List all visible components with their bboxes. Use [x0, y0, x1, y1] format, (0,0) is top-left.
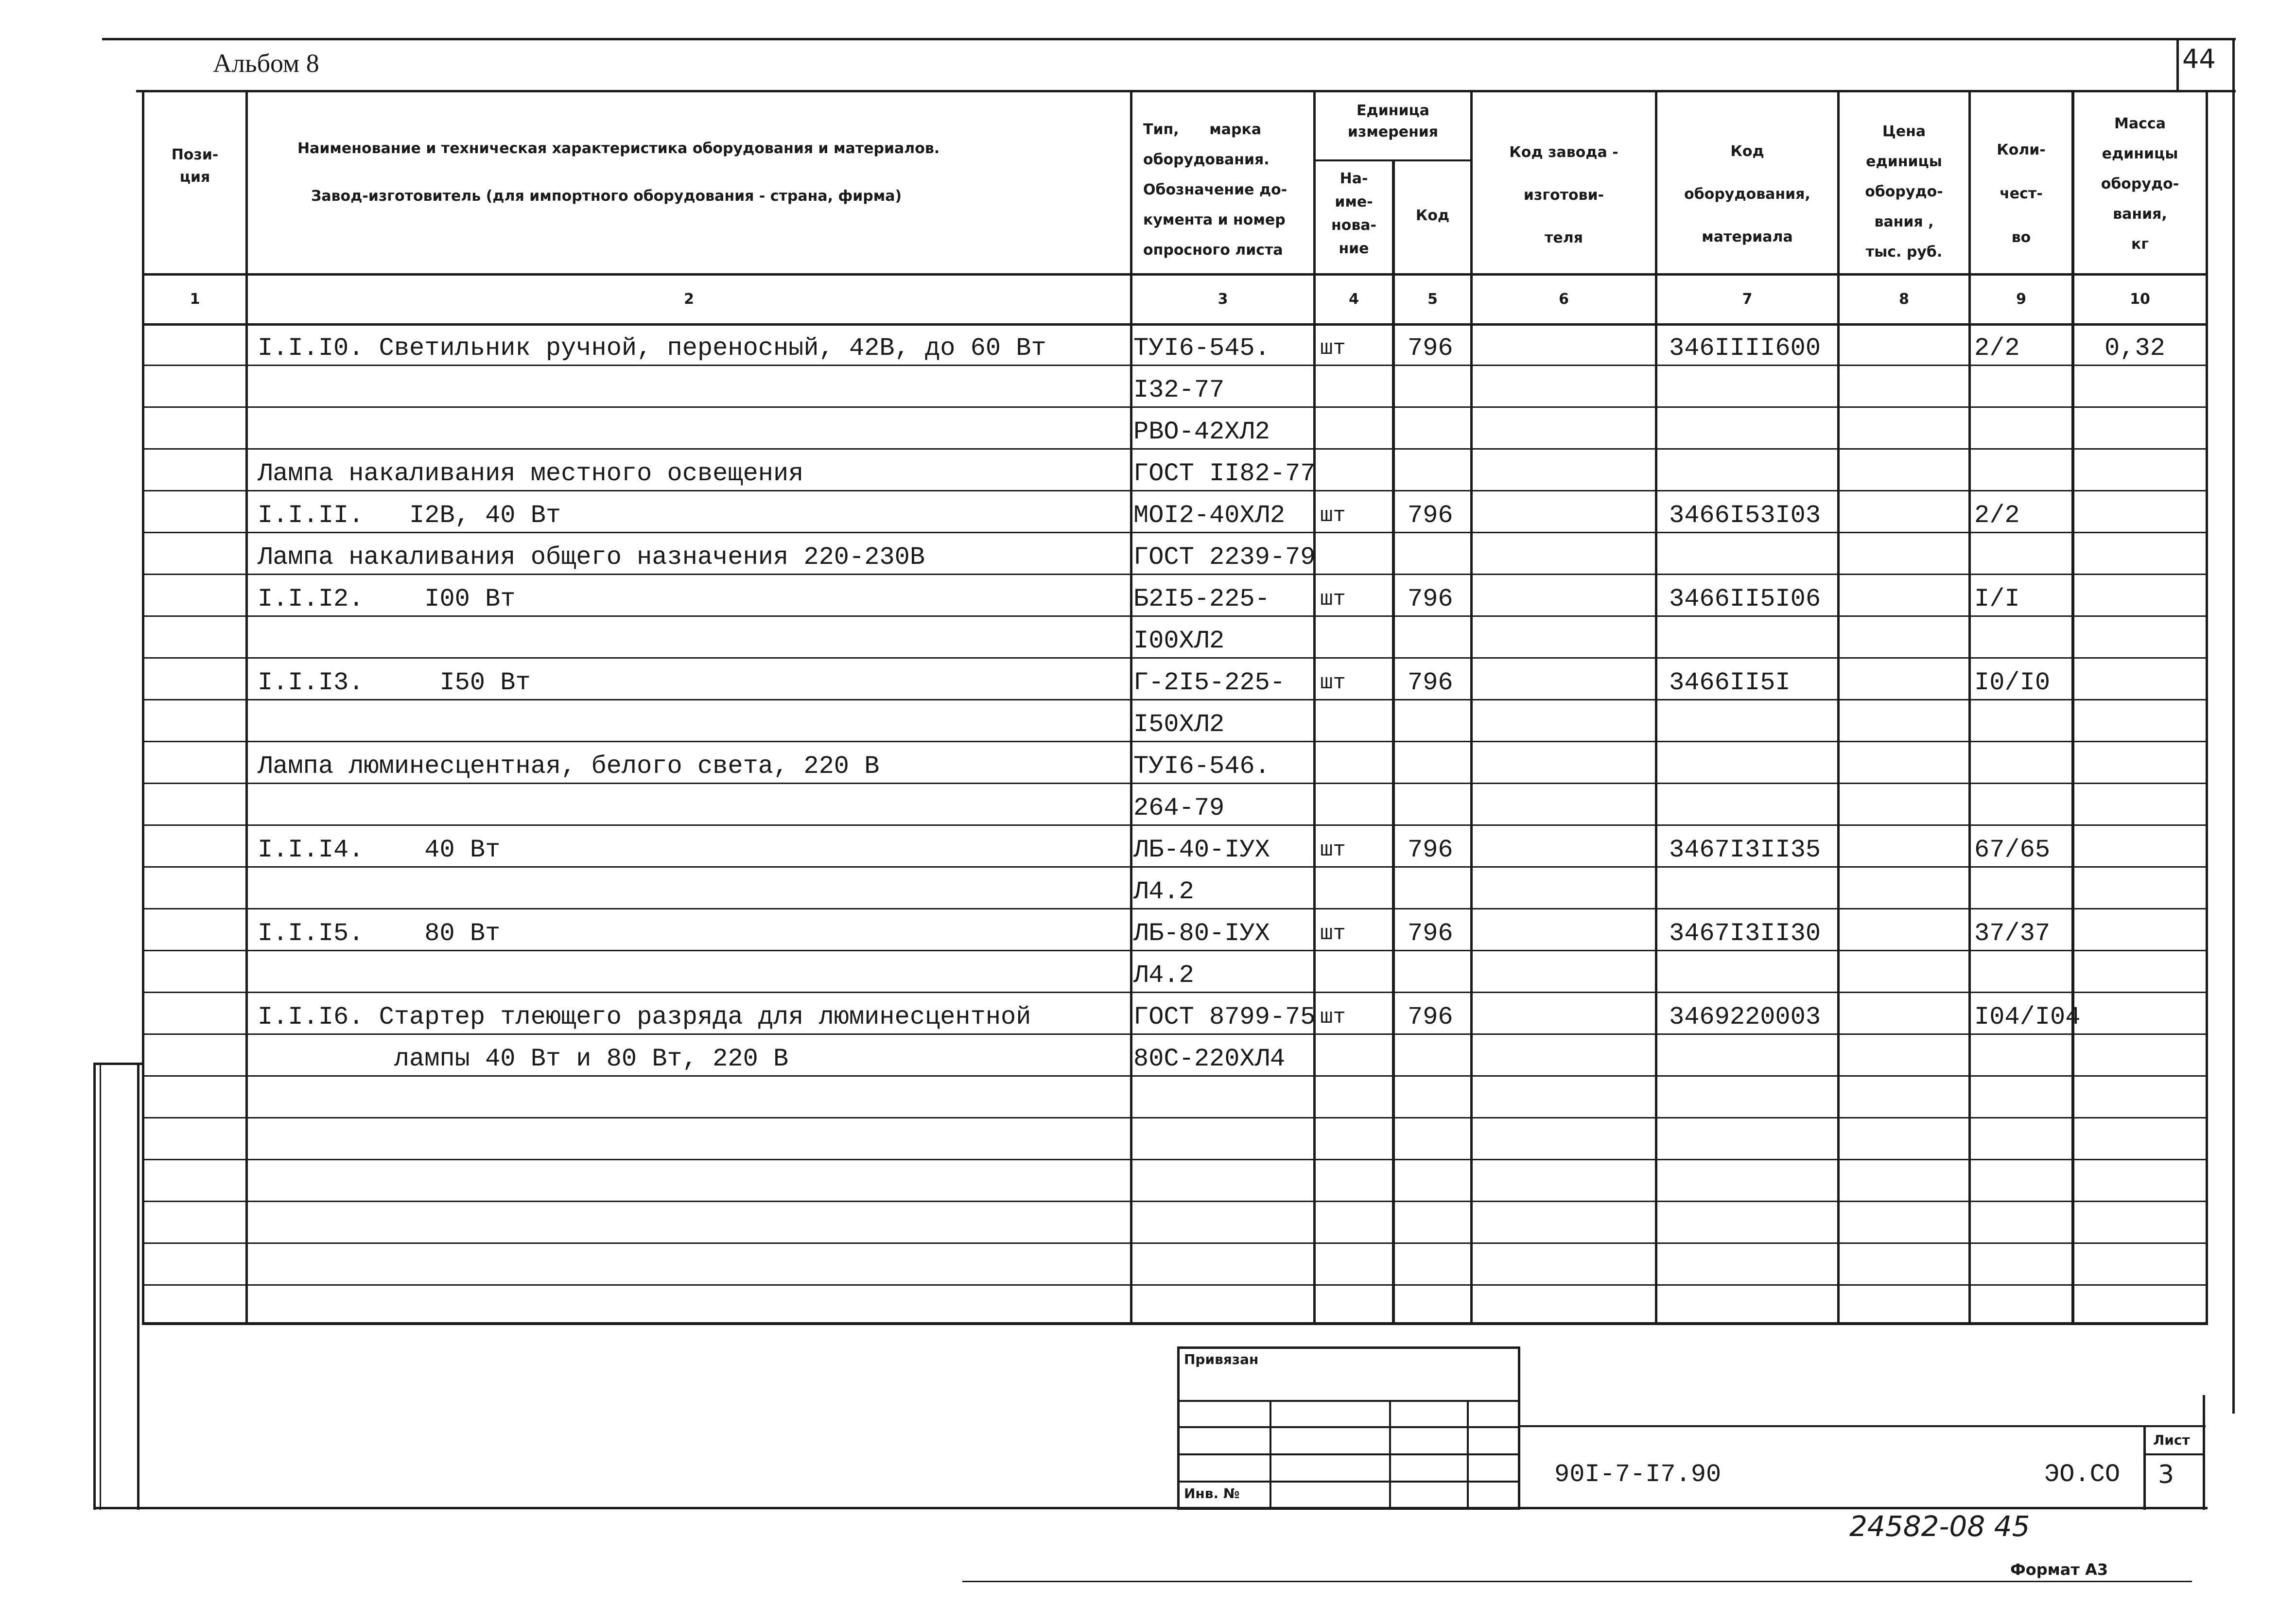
header-mass: Масса единицы оборудо- вания, кг [2101, 115, 2179, 253]
cell-type: Л4.2 [1133, 877, 1194, 906]
format-label: Формат А3 [2010, 1560, 2108, 1579]
cell-type: Л4.2 [1133, 961, 1194, 990]
stamp-privyazan: Привязан [1184, 1351, 1259, 1367]
header-name-line1: Наименование и техническая характеристика оборудования и материалов. [297, 140, 940, 157]
col-number-10: 10 [2130, 291, 2150, 308]
cell-unit-code: 796 [1408, 919, 1453, 948]
cell-name: I.I.I5. 80 Вт [258, 919, 501, 948]
stamp-row-line [1177, 1481, 1520, 1483]
col-number-9: 9 [2016, 291, 2026, 308]
cell-name: Лампа накаливания местного освещения [258, 459, 804, 488]
unit-group-divider [1313, 159, 1473, 161]
row-line [142, 448, 2208, 450]
header-unit-name: На- име- нова- ние [1331, 170, 1377, 257]
cell-type: I50ХЛ2 [1133, 710, 1225, 739]
document-code: 90I-7-I7.90 [1554, 1460, 1722, 1489]
cell-quantity: 2/2 [1974, 501, 2020, 530]
col-number-3: 3 [1218, 291, 1228, 308]
row-line [142, 1075, 2208, 1077]
row-line [142, 950, 2208, 951]
sheet-number: 3 [2158, 1460, 2174, 1489]
cell-quantity: I/I [1974, 585, 2020, 613]
page-number-box-left [2176, 38, 2179, 92]
row-line [142, 866, 2208, 868]
stamp-row-line [1177, 1453, 1520, 1455]
sheet-box-left [2143, 1425, 2146, 1510]
col-number-2: 2 [684, 291, 694, 308]
col-number-4: 4 [1349, 291, 1359, 308]
cell-equipment-code: 346IIII600 [1669, 334, 1821, 363]
row-line [142, 657, 2208, 659]
binding-strip-inner [100, 1063, 101, 1510]
row-line [142, 574, 2208, 575]
top-border [102, 38, 2236, 40]
cell-type: ЛБ-40-IУХ [1133, 836, 1270, 864]
table-right-border [2206, 92, 2208, 1325]
header-price: Цена единицы оборудо- вания , тыс. руб. [1865, 123, 1943, 261]
col-number-5: 5 [1427, 291, 1438, 308]
page-left-frame [137, 1063, 139, 1510]
header-factory-code: Код завода - изготови- теля [1509, 144, 1618, 246]
cell-type: I32-77 [1133, 376, 1225, 404]
cell-unit: шт [1320, 838, 1346, 862]
col-number-7: 7 [1742, 291, 1753, 308]
cell-equipment-code: 3467I3II35 [1669, 836, 1821, 864]
cell-type: ТУI6-546. [1133, 752, 1270, 781]
cell-quantity: 37/37 [1974, 919, 2051, 948]
cell-type: ЛБ-80-IУХ [1133, 919, 1270, 948]
album-label: Альбом 8 [213, 49, 319, 78]
title-block-top [1520, 1425, 2206, 1427]
cell-type: 264-79 [1133, 794, 1225, 822]
cell-unit-code: 796 [1408, 1003, 1453, 1031]
cell-name: I.I.I4. 40 Вт [258, 836, 501, 864]
col-number-1: 1 [190, 291, 200, 308]
cell-equipment-code: 3466I53I03 [1669, 501, 1821, 530]
header-position: Пози- ция [171, 146, 219, 186]
cell-type: МОI2-40ХЛ2 [1133, 501, 1286, 530]
header-name-line2: Завод-изготовитель (для импортного оборудования - страна, фирма) [311, 188, 902, 205]
cell-unit: шт [1320, 1005, 1346, 1030]
cell-type: ГОСТ 2239-79 [1133, 543, 1316, 572]
cell-name: I.I.I0. Светильник ручной, переносный, 42В, до 60 Вт [258, 334, 1046, 363]
cell-name: I.I.II. I2В, 40 Вт [258, 501, 561, 530]
cell-type: Б2I5-225- [1133, 585, 1270, 613]
cell-equipment-code: 3469220003 [1669, 1003, 1821, 1031]
row-line [142, 741, 2208, 742]
format-underline [962, 1581, 2192, 1582]
cell-unit-code: 796 [1408, 585, 1453, 613]
cell-unit: шт [1320, 922, 1346, 946]
table-bottom-border [142, 1322, 2208, 1325]
row-line [142, 365, 2208, 366]
cell-quantity: I04/I04 [1974, 1003, 2081, 1031]
outer-right-frame [2232, 38, 2235, 1414]
stamp-col-line [1270, 1400, 1271, 1510]
stamp-col-line [1467, 1400, 1469, 1510]
col-number-8: 8 [1899, 291, 1909, 308]
cell-type: ГОСТ 8799-75 [1133, 1003, 1316, 1031]
row-line [142, 1159, 2208, 1160]
cell-equipment-code: 3467I3II30 [1669, 919, 1821, 948]
cell-unit-code: 796 [1408, 668, 1453, 697]
header-unit-code: Код [1415, 207, 1450, 224]
cell-name: Лампа накаливания общего назначения 220-230В [258, 543, 925, 572]
cell-type: I00ХЛ2 [1133, 627, 1225, 655]
row-line [142, 992, 2208, 993]
row-line [142, 783, 2208, 784]
header-bottom-border [136, 90, 2236, 92]
sheet-box-right [2203, 1395, 2205, 1510]
cell-type: ТУI6-545. [1133, 334, 1270, 363]
cell-type: Г-2I5-225- [1133, 668, 1286, 697]
row-line [142, 1117, 2208, 1118]
row-line [142, 406, 2208, 408]
cell-type: ГОСТ II82-77 [1133, 459, 1316, 488]
cell-unit: шт [1320, 504, 1346, 528]
row-line [142, 1284, 2208, 1286]
header-unit-group: Единица измерения [1347, 102, 1439, 140]
cell-unit-code: 796 [1408, 501, 1453, 530]
sheet-box-divider [2143, 1453, 2205, 1455]
row-line [142, 615, 2208, 617]
cell-unit-code: 796 [1408, 334, 1453, 363]
col-number-6: 6 [1559, 291, 1569, 308]
cell-unit-code: 796 [1408, 836, 1453, 864]
cell-unit: шт [1320, 671, 1346, 695]
row-line [142, 532, 2208, 533]
header-quantity: Коли- чест- во [1997, 141, 2046, 246]
cell-type: 80С-220ХЛ4 [1133, 1045, 1286, 1073]
stamp-row-line [1177, 1400, 1520, 1402]
header-equipment-code: Код оборудования, материала [1684, 143, 1810, 245]
cell-type: РВО-42ХЛ2 [1133, 418, 1270, 446]
cell-name: лампы 40 Вт и 80 Вт, 220 В [258, 1045, 789, 1073]
cell-quantity: 2/2 [1974, 334, 2020, 363]
row-line [142, 1201, 2208, 1202]
stamp-row-line [1177, 1426, 1520, 1428]
stamp-inv-number: Инв. № [1184, 1485, 1240, 1502]
row-line [142, 824, 2208, 826]
col-line-4 [1392, 160, 1395, 1325]
cell-name: I.I.I6. Стартер тлеющего разряда для люминесцентной [258, 1003, 1031, 1031]
cell-equipment-code: 3466II5I [1669, 668, 1791, 697]
header-type: Тип, марка оборудования. Обозначение до- кумента и номер опросного листа [1143, 121, 1287, 259]
row-line [142, 1242, 2208, 1244]
row-line [142, 699, 2208, 700]
row-line [142, 490, 2208, 491]
handwritten-number: 24582-08 45 [1849, 1510, 2030, 1543]
cell-mass: 0,32 [2105, 334, 2165, 363]
cell-unit: шт [1320, 587, 1346, 611]
binding-strip-left [93, 1063, 96, 1510]
document-suffix: ЭО.СО [2044, 1460, 2121, 1489]
cell-name: I.I.I2. I00 Вт [258, 585, 516, 613]
row-line [142, 908, 2208, 909]
sheet-label: Лист [2153, 1432, 2190, 1448]
page-bottom-frame [93, 1507, 2208, 1509]
page-number: 44 [2182, 44, 2216, 74]
cell-name: Лампа люминесцентная, белого света, 220 В [258, 752, 880, 781]
cell-name: I.I.I3. I50 Вт [258, 668, 531, 697]
row-line [142, 1033, 2208, 1035]
cell-quantity: 67/65 [1974, 836, 2051, 864]
cell-unit: шт [1320, 336, 1346, 361]
cell-equipment-code: 3466II5I06 [1669, 585, 1821, 613]
stamp-col-line [1389, 1400, 1391, 1510]
cell-quantity: I0/I0 [1974, 668, 2051, 697]
